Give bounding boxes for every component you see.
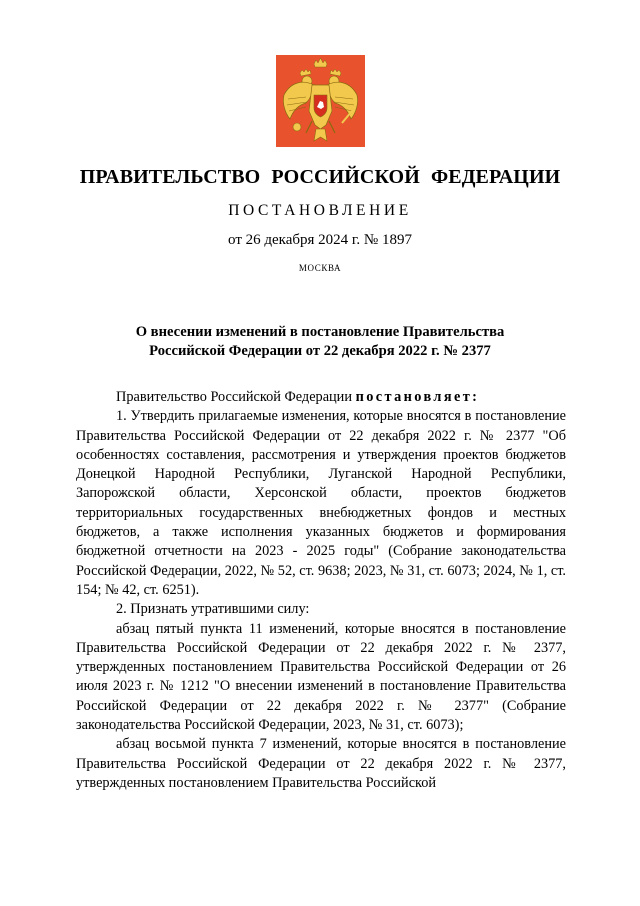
resolves-word: постановляет: bbox=[355, 389, 480, 405]
coat-of-arms-icon bbox=[276, 55, 365, 147]
heading-line-2: Российской Федерации от 22 декабря 2022 г. № 2377 bbox=[149, 343, 491, 359]
paragraph-1: 1. Утвердить прилагаемые изменения, которые вносятся в постановление Правительства Российской Федерации от 22 декабря 2022 г. № 2377 "Об особенностях составления, рассмотрения и утверждения проектов бюджетов Донецкой Народной Республики, Луганской Народной Республики, Запорожской области, Херсонской области, проектов бюджетов территориальных государственных внебюджетных фондов и местных бюджетов, а также исполнения указанных бюджетов и формирования бюджетной отчетности на 2023 - 2025 годы" (Собрание законодательства Российской Федерации, 2022, № 52, ст. 9638; 2023, № 31, ст. 6073; 2024, № 1, ст. 154; № 42, ст. 6251). bbox=[76, 408, 566, 598]
document-body bbox=[76, 388, 566, 793]
paragraph-4: абзац восьмой пункта 7 изменений, которые вносятся в постановление Правительства Российской Федерации от 22 декабря 2022 г. № 2377, утвержденных постановлением Правительства Российской bbox=[76, 736, 566, 791]
heading-line-1: О внесении изменений в постановление Правительства bbox=[135, 324, 505, 340]
government-title: ПРАВИТЕЛЬСТВО РОССИЙСКОЙ ФЕДЕРАЦИИ bbox=[79, 166, 561, 188]
intro-text: Правительство Российской Федерации bbox=[116, 389, 356, 405]
intro-paragraph bbox=[76, 388, 566, 407]
document-date-number: от 26 декабря 2024 г. № 1897 bbox=[228, 232, 412, 248]
paragraph-2: 2. Признать утратившими силу: bbox=[116, 601, 310, 618]
document-type: ПОСТАНОВЛЕНИЕ bbox=[228, 202, 412, 219]
document-heading bbox=[0, 323, 640, 361]
paragraph-3: абзац пятый пункта 11 изменений, которые вносятся в постановление Правительства Российской Федерации от 22 декабря 2022 г. № 2377, утвержденных постановлением Правительства Российской Федерации от 26 июля 2023 г. № 1212 "О внесении изменений в постановление Правительства Российской Федерации от 22 декабря 2022 г. № 2377" (Собрание законодательства Российской Федерации, 2023, № 31, ст. 6073); bbox=[76, 620, 566, 734]
document-city: МОСКВА bbox=[298, 263, 342, 273]
